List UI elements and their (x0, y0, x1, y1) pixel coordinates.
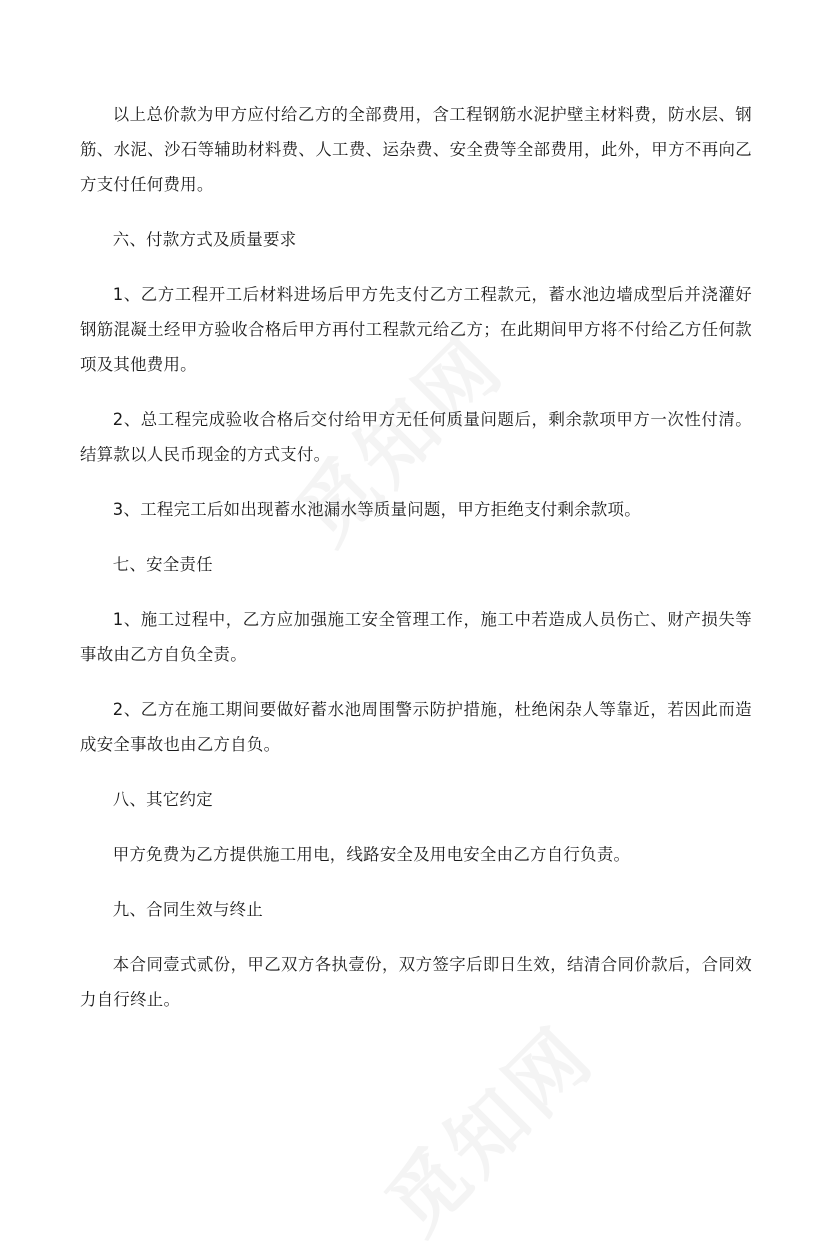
section-heading-other: 八、其它约定 (112, 790, 213, 809)
payment-clause-1: 1、乙方工程开工后材料进场后甲方先支付乙方工程款元，蓄水池边墙成型后并浇灌好钢筋混凝土经甲方验收合格后甲方再付工程款元给乙方；在此期间甲方将不付给乙方任何款项及其他费用。 (80, 285, 752, 374)
other-clause-1: 甲方免费为乙方提供施工用电，线路安全及用电安全由乙方自行负责。 (112, 845, 631, 864)
effect-clause-1: 本合同壹式贰份，甲乙双方各执壹份，双方签字后即日生效，结清合同价款后，合同效力自行终止。 (80, 955, 752, 1009)
watermark-bottom (357, 997, 614, 1254)
payment-clause-3: 3、工程完工后如出现蓄水池漏水等质量问题，甲方拒绝支付剩余款项。 (112, 500, 641, 519)
paragraph-total-price: 以上总价款为甲方应付给乙方的全部费用，含工程钢筋水泥护壁主材料费，防水层、钢筋、水泥、沙石等辅助材料费、人工费、运杂费、安全费等全部费用，此外，甲方不再向乙方支付任何费用。 (80, 105, 752, 194)
safety-clause-1: 1、施工过程中，乙方应加强施工安全管理工作，施工中若造成人员伤亡、财产损失等事故由乙方自负全责。 (80, 610, 752, 664)
section-heading-safety: 七、安全责任 (112, 555, 213, 574)
document-body (80, 97, 752, 1017)
payment-clause-2: 2、总工程完成验收合格后交付给甲方无任何质量问题后，剩余款项甲方一次性付清。结算款以人民币现金的方式支付。 (80, 410, 752, 464)
section-heading-payment: 六、付款方式及质量要求 (112, 230, 297, 249)
safety-clause-2: 2、乙方在施工期间要做好蓄水池周围警示防护措施，杜绝闲杂人等靠近，若因此而造成安全事故也由乙方自负。 (80, 700, 752, 754)
section-heading-effect: 九、合同生效与终止 (112, 900, 264, 919)
